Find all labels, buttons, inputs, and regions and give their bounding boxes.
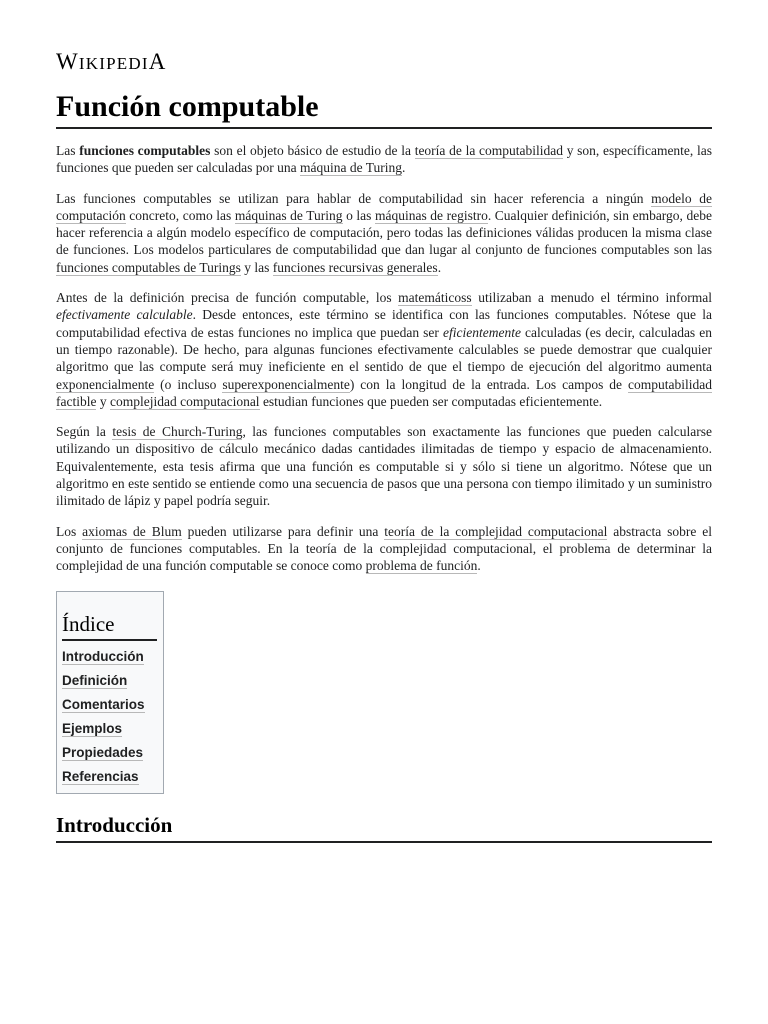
link-matematicos[interactable]: matemáticoss xyxy=(398,290,472,306)
page-title: Función computable xyxy=(56,90,712,129)
toc-item xyxy=(62,669,157,693)
link-axiomas-blum[interactable]: axiomas de Blum xyxy=(82,523,182,539)
toc-title: Índice xyxy=(62,612,157,641)
toc-item xyxy=(62,765,157,789)
toc-link-comentarios[interactable]: Comentarios xyxy=(62,696,145,712)
article-body xyxy=(56,142,712,575)
article-page xyxy=(56,0,712,843)
toc-list xyxy=(62,645,157,789)
link-teoria-complejidad[interactable]: teoría de la complejidad computacional xyxy=(384,523,608,539)
bold-term: funciones computables xyxy=(79,143,211,158)
toc-link-ejemplos[interactable]: Ejemplos xyxy=(62,720,123,736)
paragraph-history: Antes de la definición precisa de función computable, los matemáticoss utilizaban a menudo el término informal efectivamente calculable. Desde entonces, este término se identifica con las funciones computables. Nótese que la computabilidad efectiva de estas funciones no implica que puedan ser eficientemente calculadas (es decir, calculadas en un tiempo razonable). De hecho, para algunas funciones efectivamente calculables se puede demostrar que cualquier algoritmo que las compute será muy ineficiente en el sentido de que el tiempo de ejecución del algoritmo aumenta exponencialmente (o incluso superexponencialmente) con la longitud de la entrada. Los campos de computabilidad factible y complejidad computacional estudian funciones que pueden ser computadas eficientemente. xyxy=(56,290,712,409)
link-funciones-recursivas[interactable]: funciones recursivas generales xyxy=(272,259,438,275)
toc-item xyxy=(62,645,157,669)
table-of-contents xyxy=(56,591,164,794)
toc-link-propiedades[interactable]: Propiedades xyxy=(62,744,144,760)
wikipedia-logo[interactable]: WIKIPEDIA xyxy=(56,49,167,74)
toc-item xyxy=(62,693,157,717)
toc-item xyxy=(62,717,157,741)
italic-term: efectivamente calculable xyxy=(56,307,193,323)
link-teoria-computabilidad[interactable]: teoría de la computabilidad xyxy=(414,143,563,158)
toc-link-referencias[interactable]: Referencias xyxy=(62,768,139,784)
link-computabilidad-factible[interactable]: computabilidad factible xyxy=(56,376,712,409)
link-maquinas-registro[interactable]: máquinas de registro xyxy=(374,207,488,223)
link-funciones-turing[interactable]: funciones computables de Turings xyxy=(56,259,241,275)
toc-link-introduccion[interactable]: Introducción xyxy=(62,648,144,664)
italic-term: eficientemente xyxy=(442,324,521,340)
link-problema-funcion[interactable]: problema de función xyxy=(365,558,478,574)
link-exponencialmente[interactable]: exponencialmente xyxy=(56,376,155,392)
link-superexponencialmente[interactable]: superexponencialmente xyxy=(222,376,350,392)
section-heading-introduccion: Introducción xyxy=(56,813,712,843)
toc-item xyxy=(62,741,157,765)
link-tesis-church-turing[interactable]: tesis de Church-Turing xyxy=(112,424,243,440)
link-maquinas-turing[interactable]: máquinas de Turing xyxy=(234,207,343,223)
paragraph-church-turing: Según la tesis de Church-Turing, las funciones computables son exactamente las funciones que pueden calcularse utilizando un dispositivo de cálculo mecánico dadas cantidades ilimitadas de tiempo y espacio de almacenamiento. Equivalentemente, esta tesis afirma que una función es computable si y sólo si tiene un algoritmo. Nótese que un algoritmo en este sentido se entiende como una secuencia de pasos que una persona con tiempo ilimitado y un suministro ilimitado de lápiz y papel podría seguir. xyxy=(56,424,713,509)
link-maquina-turing[interactable]: máquina de Turing xyxy=(300,160,403,176)
toc-link-definicion[interactable]: Definición xyxy=(62,672,128,688)
paragraph-intro: Las funciones computables son el objeto básico de estudio de la teoría de la computabilidad y son, específicamente, las funciones que pueden ser calculadas por una máquina de Turing. xyxy=(56,143,713,176)
link-modelo-computacion[interactable]: modelo de computación xyxy=(56,190,712,223)
link-complejidad-computacional[interactable]: complejidad computacional xyxy=(109,393,260,409)
paragraph-blum: Los axiomas de Blum pueden utilizarse para definir una teoría de la complejidad computacional abstracta sobre el conjunto de funciones computables. En la teoría de la complejidad computacional, el problema de determinar la complejidad de una función computable se conoce como problema de función. xyxy=(56,523,712,574)
paragraph-models: Las funciones computables se utilizan para hablar de computabilidad sin hacer referencia a ningún modelo de computación concreto, como las máquinas de Turing o las máquinas de registro. Cualquier definición, sin embargo, debe hacer referencia a algún modelo específico de computación, pero todas las definiciones válidas producen la misma clase de funciones. Los modelos particulares de computabilidad que dan lugar al conjunto de funciones computables son las funciones computables de Turings y las funciones recursivas generales. xyxy=(56,190,712,275)
